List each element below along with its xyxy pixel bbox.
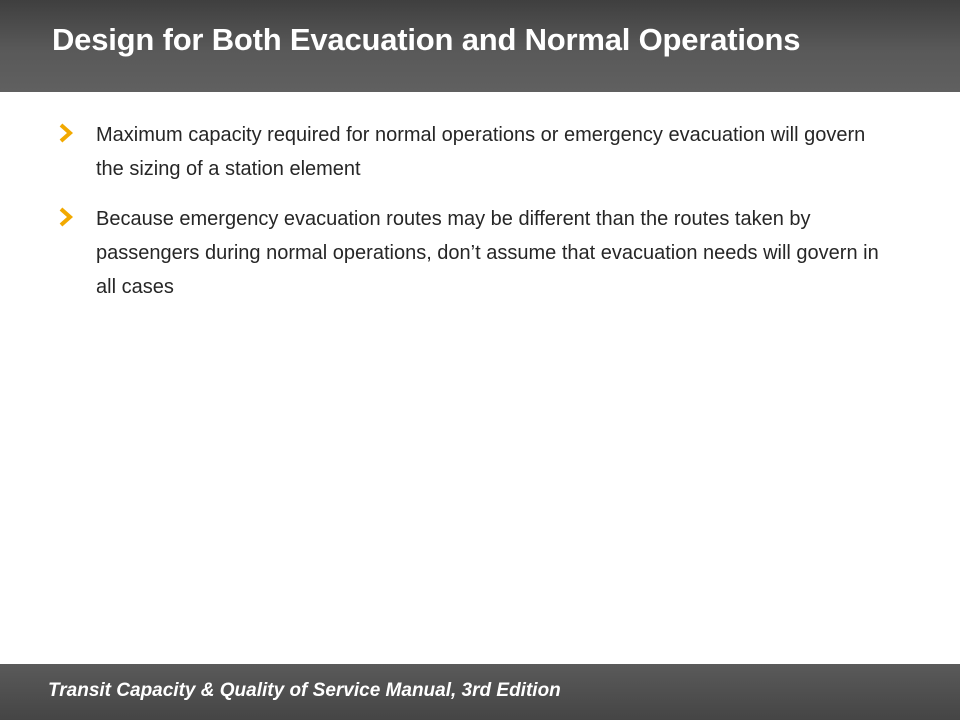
- bullet-item: [56, 118, 896, 186]
- footer-text: Transit Capacity & Quality of Service Manual, 3rd Edition: [48, 680, 561, 701]
- slide-header: [0, 0, 960, 92]
- bullet-item: [56, 202, 896, 304]
- bullet-text: Because emergency evacuation routes may be different than the routes taken by passengers during normal operations, don’t assume that evacuation needs will govern in all cases: [96, 208, 879, 298]
- bullet-text: Maximum capacity required for normal operations or emergency evacuation will govern the sizing of a station element: [96, 124, 866, 180]
- bullet-list: [56, 118, 896, 320]
- slide-title: Design for Both Evacuation and Normal Operations: [52, 22, 801, 57]
- chevron-right-icon: [58, 207, 74, 227]
- chevron-right-icon: [58, 123, 74, 143]
- slide-footer: [0, 664, 960, 720]
